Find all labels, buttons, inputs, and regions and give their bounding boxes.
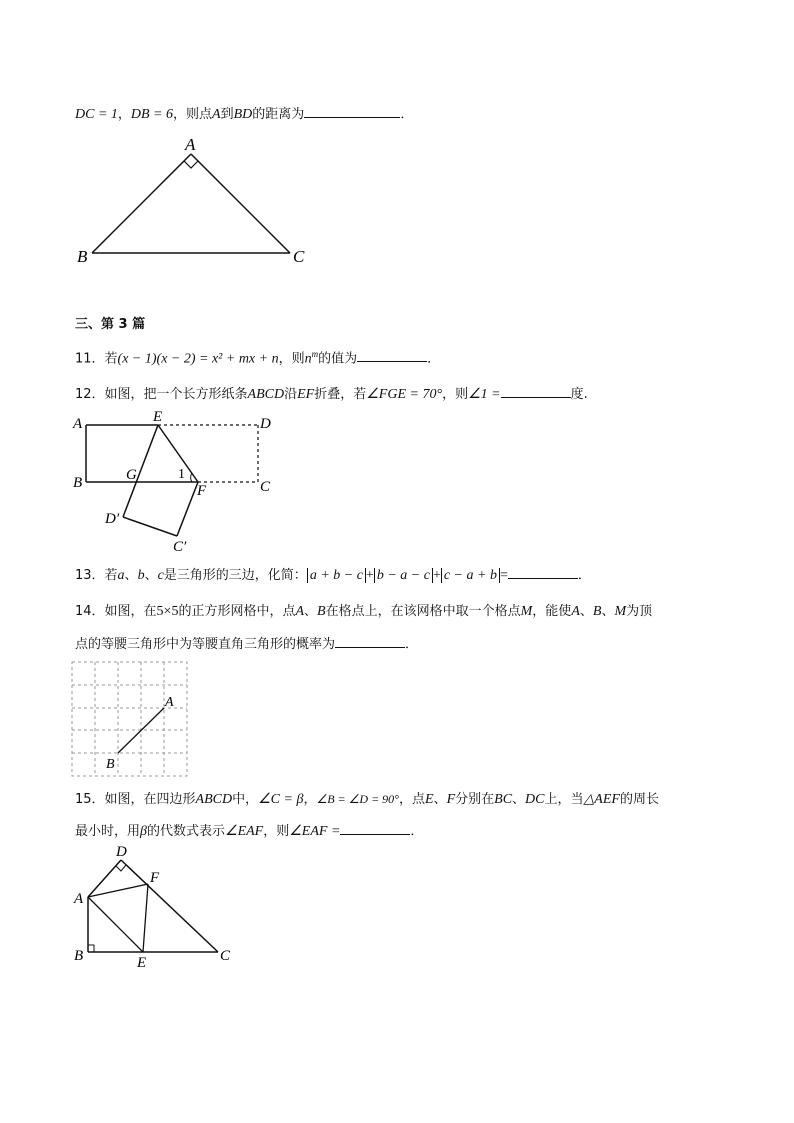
q12-t2: 折叠，若 <box>314 387 367 402</box>
q15-abcd: ABCD <box>195 792 233 807</box>
q10-dc: DC = 1 <box>75 107 118 122</box>
fig15-label-a: A <box>74 891 84 907</box>
fig10-label-c: C <box>293 247 305 266</box>
q14-sep2: 、 <box>579 604 593 619</box>
q15-sep3: 、 <box>512 792 526 807</box>
fig15-segment-ae <box>88 897 143 952</box>
section-3-title: 三、第 3 篇 <box>75 317 146 332</box>
fig15-label-d: D <box>116 844 127 860</box>
q14-a2: A <box>571 604 580 619</box>
fig10-label-a: A <box>185 135 196 154</box>
q11-num: 11．若 <box>75 351 118 367</box>
q15-t4: 上，当 <box>544 792 584 807</box>
q11-pow-base: n <box>304 351 312 367</box>
fig15-right-angle-d <box>116 865 126 871</box>
q12-angle1: ∠1 = <box>468 387 501 402</box>
q13-c: c <box>157 568 164 583</box>
q11-pow-exp: m <box>311 349 319 359</box>
fig12-label-c-prime: C′ <box>173 539 187 555</box>
q14-line2-text: 点的等腰三角形中为等腰直角三角形的概率为 <box>75 637 336 652</box>
q13-abs3: c − a + b <box>441 568 500 583</box>
q11-end: ． <box>427 351 441 367</box>
q11-text2: 的值为 <box>318 351 358 367</box>
q13-num: 13．若 <box>75 568 118 583</box>
q15-end: ． <box>410 824 424 839</box>
q10-text3: 的距离为 <box>252 107 305 122</box>
q15-tri: △AEF <box>583 792 620 807</box>
q10-bd: BD <box>233 107 253 122</box>
q14-t3: ，能使 <box>532 604 572 619</box>
q10-text2: 到 <box>220 107 234 122</box>
fig15-label-b: B <box>74 948 84 964</box>
q14-a1: A <box>295 604 305 619</box>
q13-sep1: 、 <box>124 568 138 583</box>
fig12-label-a: A <box>73 416 83 432</box>
q12-t1: 沿 <box>284 387 298 402</box>
q14-grid-size: 5×5 <box>156 604 179 619</box>
q15-t2: ，点 <box>398 792 425 807</box>
q12-num: 12．如图，把一个长方形纸条 <box>75 387 248 402</box>
q14-b2: B <box>592 604 602 619</box>
q14-sep1: 、 <box>304 604 318 619</box>
q13-t1: 是三角形的三边，化简： <box>163 568 307 583</box>
q10-db: DB = 6 <box>130 107 174 122</box>
q12-end: 度. <box>570 387 588 402</box>
q15-eaf: ∠EAF <box>225 824 264 839</box>
q13-b: b <box>137 568 145 583</box>
q15-beta: β <box>140 824 147 839</box>
fig15-right-angle-b <box>88 945 94 952</box>
q10-text1: ，则点 <box>173 107 213 122</box>
q12-t3: ，则 <box>442 387 469 402</box>
q13-sep2: 、 <box>144 568 158 583</box>
fig12-label-d-prime: D′ <box>105 511 120 527</box>
q15-t5: 的周长 <box>619 792 659 807</box>
q12-angle: ∠FGE = 70° <box>366 387 443 402</box>
fig15-side-dc <box>121 860 218 952</box>
q14-b1: B <box>317 604 326 619</box>
q10-point-a: A <box>212 107 221 122</box>
q13-plus2: + <box>432 568 441 583</box>
q10-end: ． <box>400 107 414 122</box>
q13-a: a <box>117 568 125 583</box>
q15-line2a: 最小时，用 <box>75 824 141 839</box>
fig12-label-d: D <box>260 416 271 432</box>
q14-num: 14．如图，在 <box>75 604 157 619</box>
q14-m2: M <box>614 604 627 619</box>
fig10-label-b: B <box>77 247 88 266</box>
q14-t2: 在格点上，在该网格中取一个格点 <box>325 604 521 619</box>
fig12-label-f: F <box>197 483 207 499</box>
q12-ef: EF <box>297 387 315 402</box>
fig15-label-c: C <box>220 948 231 964</box>
q14-end: ． <box>405 637 419 652</box>
fig15-label-e: E <box>137 955 147 971</box>
q10-sep: ， <box>117 107 131 122</box>
q15-e: E <box>424 792 434 807</box>
q12-abcd: ABCD <box>247 387 285 402</box>
fig14-label-a: A <box>165 695 174 710</box>
fig12-label-g: G <box>126 467 137 483</box>
q15-num: 15．如图，在四边形 <box>75 792 196 807</box>
q15-dc: DC <box>525 792 545 807</box>
q14-sep3: 、 <box>601 604 615 619</box>
q15-f: F <box>446 792 456 807</box>
q15-t1: 中， <box>232 792 259 807</box>
fig12-label-e: E <box>153 409 163 425</box>
q14-t4: 为顶 <box>626 604 653 619</box>
q15-angle-bd: ∠B = ∠D = 90° <box>316 792 399 806</box>
q13-plus1: + <box>365 568 374 583</box>
q15-eaf2: ∠EAF = <box>289 824 341 839</box>
q15-sep1: ， <box>303 792 317 807</box>
q13-eq: = <box>499 568 508 583</box>
q13-end: ． <box>577 568 591 583</box>
fig15-label-f: F <box>150 870 160 886</box>
q15-line2c: ，则 <box>263 824 290 839</box>
q15-t3: 分别在 <box>455 792 495 807</box>
fig15-segment-ef <box>143 884 148 952</box>
q13-abs1: a + b − c <box>307 568 366 583</box>
q15-angle-c: ∠C = β <box>258 792 304 807</box>
fig12-label-c: C <box>260 479 271 495</box>
q14-t1: 的正方形网格中，点 <box>178 604 296 619</box>
q15-bc: BC <box>494 792 513 807</box>
q15-sep2: 、 <box>433 792 447 807</box>
q15-line2b: 的代数式表示 <box>147 824 226 839</box>
q11-text1: ，则 <box>278 351 305 367</box>
fig14-label-b: B <box>106 757 115 772</box>
q13-abs2: b − a − c <box>374 568 433 583</box>
fig12-label-1: 1 <box>178 467 185 482</box>
fig12-label-b: B <box>73 475 83 491</box>
q11-expr: (x − 1)(x − 2) = x² + mx + n <box>117 351 279 367</box>
q14-m1: M <box>520 604 533 619</box>
